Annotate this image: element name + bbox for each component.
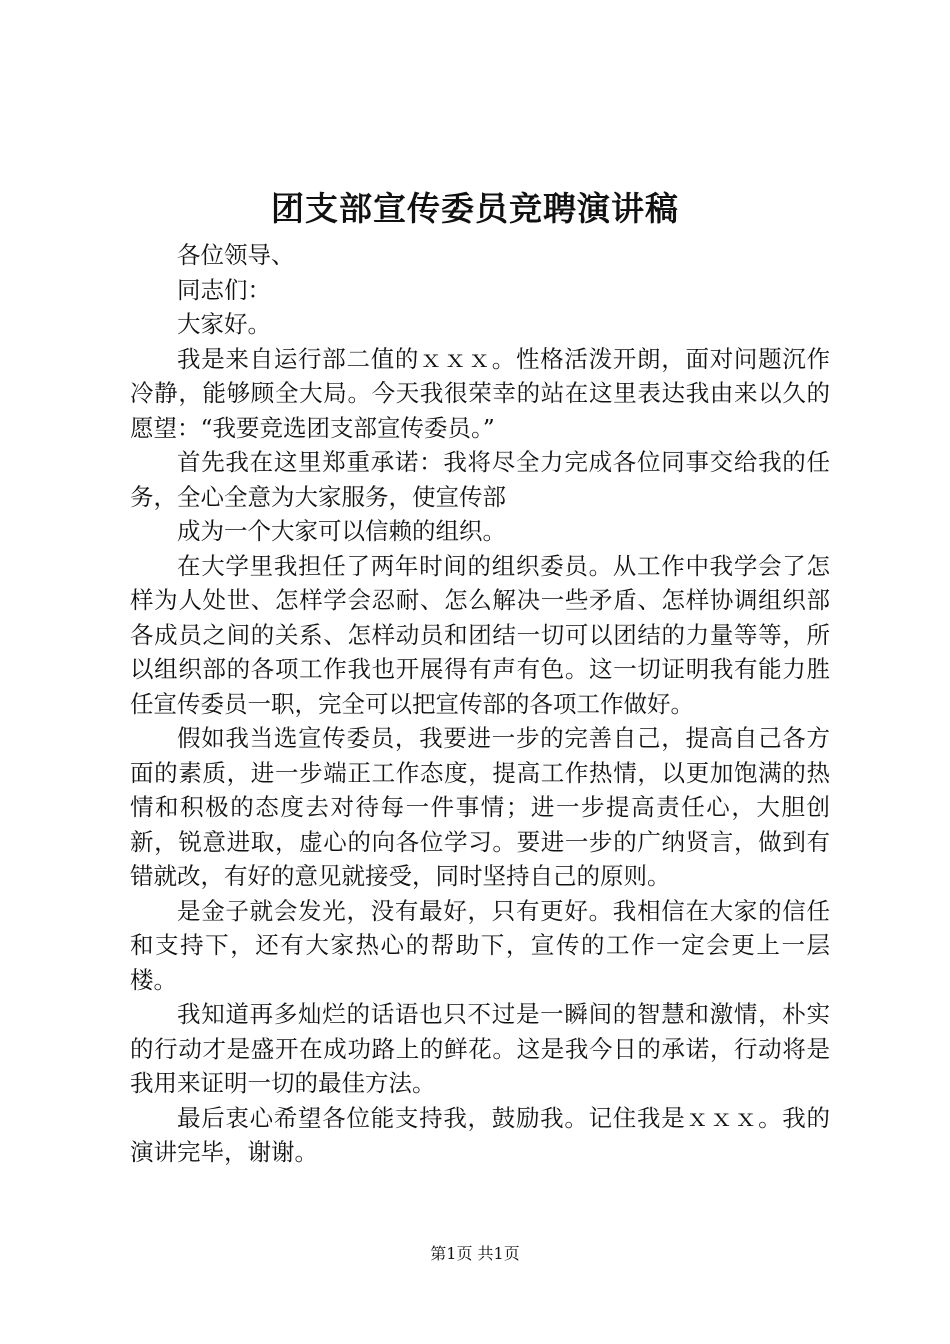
paragraph: 最后衷心希望各位能支持我，鼓励我。记住我是ｘｘｘ。我的演讲完毕，谢谢。 — [130, 1103, 830, 1166]
paragraph: 我是来自运行部二值的ｘｘｘ。性格活泼开朗，面对问题沉作冷静，能够顾全大局。今天我很荣幸的站在这里表达我由来以久的愿望：“我要竞选团支部宣传委员。” — [130, 344, 830, 442]
paragraph: 大家好。 — [177, 310, 271, 338]
document-body — [130, 238, 830, 1170]
paragraph: 在大学里我担任了两年时间的组织委员。从工作中我学会了怎样为人处世、怎样学会忍耐、怎么解决一些矛盾、怎样协调组织部各成员之间的关系、怎样动员和团结一切可以团结的力量等等，所以组织部的各项工作我也开展得有声有色。这一切证明我有能力胜任宣传委员一职，完全可以把宣传部的各项工作做好。 — [130, 551, 830, 718]
paragraph: 我知道再多灿烂的话语也只不过是一瞬间的智慧和激情，朴实的行动才是盛开在成功路上的鲜花。这是我今日的承诺，行动将是我用来证明一切的最佳方法。 — [130, 1000, 830, 1097]
page-footer: 第1页 共1页 — [430, 1244, 520, 1263]
paragraph: 是金子就会发光，没有最好，只有更好。我相信在大家的信任和支持下，还有大家热心的帮助下，宣传的工作一定会更上一层楼。 — [130, 896, 830, 994]
paragraph: 同志们： — [177, 275, 271, 304]
paragraph: 成为一个大家可以信赖的组织。 — [177, 517, 506, 545]
document-title: 团支部宣传委员竞聘演讲稿 — [271, 189, 679, 228]
paragraph: 各位领导、 — [177, 241, 295, 269]
paragraph: 假如我当选宣传委员，我要进一步的完善自己，提高自己各方面的素质，进一步端正工作态度，提高工作热情，以更加饱满的热情和积极的态度去对待每一件事情；进一步提高责任心，大胆创新，锐意进取，虚心的向各位学习。要进一步的广纳贤言，做到有错就改，有好的意见就接受，同时坚持自己的原则。 — [130, 724, 830, 890]
paragraph: 首先我在这里郑重承诺：我将尽全力完成各位同事交给我的任务，全心全意为大家服务，使宣传部 — [130, 448, 830, 511]
